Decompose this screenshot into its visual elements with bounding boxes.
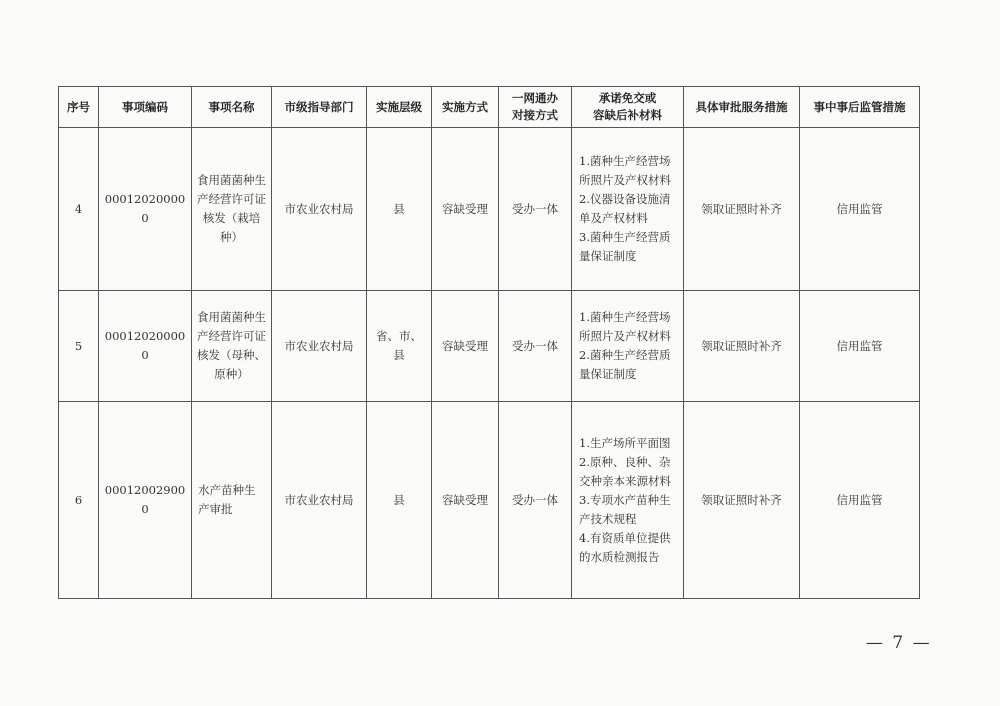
cell-seq: 6 (59, 402, 99, 599)
cell-level: 县 (367, 128, 432, 291)
cell-seq: 4 (59, 128, 99, 291)
cell-name: 食用菌菌种生产经营许可证核发（栽培种） (192, 128, 272, 291)
cell-supervision: 信用监管 (800, 291, 920, 402)
cell-department: 市农业农村局 (272, 128, 367, 291)
header-department: 市级指导部门 (272, 87, 367, 128)
cell-level: 省、市、县 (367, 291, 432, 402)
header-seq: 序号 (59, 87, 99, 128)
cell-name: 食用菌菌种生产经营许可证核发（母种、原种） (192, 291, 272, 402)
cell-materials (572, 128, 684, 291)
cell-name: 水产苗种生产审批 (192, 402, 272, 599)
table-header-row (59, 87, 920, 128)
cell-code: 000120200000 (99, 291, 192, 402)
cell-online: 受办一体 (499, 402, 572, 599)
cell-seq: 5 (59, 291, 99, 402)
cell-materials (572, 291, 684, 402)
material-item: 2.仪器设备设施清单及产权材料 (579, 192, 671, 225)
material-item: 2.菌种生产经营质量保证制度 (579, 348, 671, 381)
header-measures: 具体审批服务措施 (684, 87, 800, 128)
items-table (58, 86, 920, 599)
cell-method: 容缺受理 (432, 291, 499, 402)
cell-code: 000120200000 (99, 128, 192, 291)
header-method: 实施方式 (432, 87, 499, 128)
material-item: 1.菌种生产经营场所照片及产权材料 (579, 310, 671, 343)
material-item: 1.菌种生产经营场所照片及产权材料 (579, 154, 671, 187)
cell-method: 容缺受理 (432, 128, 499, 291)
cell-online: 受办一体 (499, 291, 572, 402)
cell-code: 000120029000 (99, 402, 192, 599)
header-online: 一网通办 对接方式 (499, 87, 572, 128)
material-item: 3.专项水产苗种生产技术规程 (579, 492, 671, 526)
table-row (59, 291, 920, 402)
cell-department: 市农业农村局 (272, 291, 367, 402)
material-item: 3.菌种生产经营质量保证制度 (579, 230, 671, 263)
header-supervision: 事中事后监管措施 (800, 87, 920, 128)
page-number: — 7 — (866, 633, 932, 653)
cell-measures: 领取证照时补齐 (684, 291, 800, 402)
cell-method: 容缺受理 (432, 402, 499, 599)
cell-materials (572, 402, 684, 599)
header-level: 实施层级 (367, 87, 432, 128)
cell-online: 受办一体 (499, 128, 572, 291)
cell-department: 市农业农村局 (272, 402, 367, 599)
material-item: 1.生产场所平面图 (579, 435, 671, 450)
cell-level: 县 (367, 402, 432, 599)
material-item: 4.有资质单位提供的水质检测报告 (579, 530, 671, 564)
table-row (59, 402, 920, 599)
table-row (59, 128, 920, 291)
material-item: 2.原种、良种、杂交种亲本来源材料 (579, 454, 671, 488)
cell-measures: 领取证照时补齐 (684, 402, 800, 599)
header-name: 事项名称 (192, 87, 272, 128)
cell-supervision: 信用监管 (800, 128, 920, 291)
header-code: 事项编码 (99, 87, 192, 128)
cell-measures: 领取证照时补齐 (684, 128, 800, 291)
cell-supervision: 信用监管 (800, 402, 920, 599)
header-materials: 承诺免交或 容缺后补材料 (572, 87, 684, 128)
